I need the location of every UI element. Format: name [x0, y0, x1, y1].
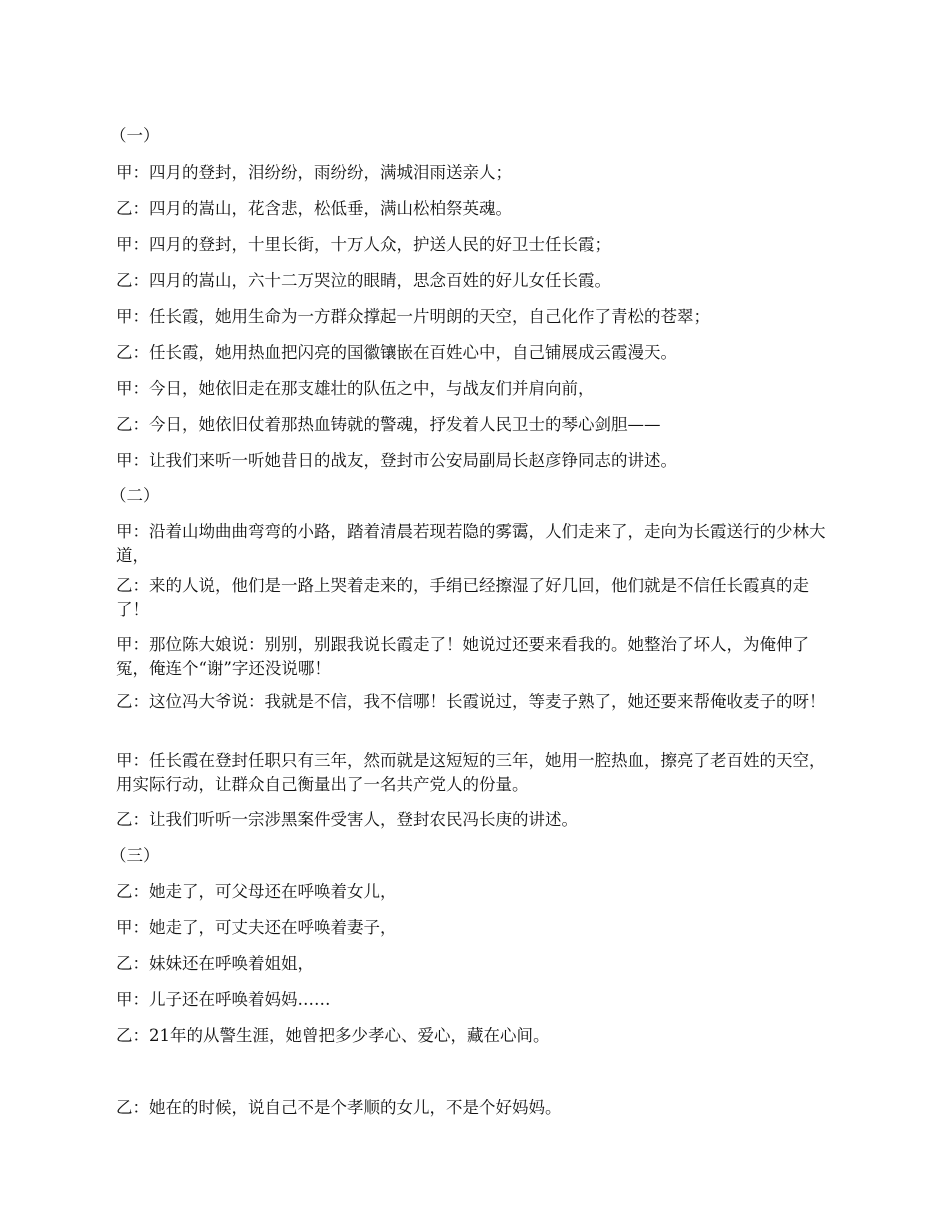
- dialogue-line: 甲：任长霞在登封任职只有三年，然而就是这短短的三年，她用一腔热血，擦亮了老百姓的天空，用实际行动，让群众自己衡量出了一名共产党人的份量。: [116, 751, 826, 794]
- dialogue-line: 甲：四月的登封，泪纷纷，雨纷纷，满城泪雨送亲人；: [116, 163, 512, 182]
- section-heading-1: （一）: [110, 126, 160, 145]
- dialogue-line: 乙：任长霞，她用热血把闪亮的国徽镶嵌在百姓心中，自己铺展成云霞漫天。: [116, 343, 677, 362]
- dialogue-line: 甲：任长霞，她用生命为一方群众撑起一片明朗的天空，自己化作了青松的苍翠；: [116, 307, 710, 326]
- dialogue-line: 乙：21年的从警生涯，她曾把多少孝心、爱心，藏在心间。: [116, 1026, 550, 1045]
- section-heading-3: （三）: [110, 846, 160, 865]
- dialogue-line: 乙：四月的嵩山，六十二万哭泣的眼睛，思念百姓的好儿女任长霞。: [116, 271, 611, 290]
- dialogue-line: 甲：四月的登封，十里长街，十万人众，护送人民的好卫士任长霞；: [116, 235, 611, 254]
- dialogue-line: 甲：今日，她依旧走在那支雄壮的队伍之中，与战友们并肩向前，: [116, 379, 595, 398]
- dialogue-line: 乙：这位冯大爷说：我就是不信，我不信哪！长霞说过，等麦子熟了，她还要来帮俺收麦子的呀！: [116, 692, 826, 711]
- dialogue-line: 乙：来的人说，他们是一路上哭着走来的，手绢已经擦湿了好几回，他们就是不信任长霞真的走了！: [116, 576, 809, 619]
- dialogue-line: 甲：那位陈大娘说：别别，别跟我说长霞走了！她说过还要来看我的。她整治了坏人，为俺伸了冤，俺连个“谢”字还没说哪！: [116, 635, 809, 678]
- dialogue-line: 甲：儿子还在呼唤着妈妈……: [116, 990, 331, 1009]
- dialogue-line: 乙：妹妹还在呼唤着姐姐，: [116, 954, 314, 973]
- dialogue-line: 乙：她在的时候，说自己不是个孝顺的女儿，不是个好妈妈。: [116, 1098, 562, 1117]
- dialogue-line: 乙：今日，她依旧仗着那热血铸就的警魂，抒发着人民卫士的琴心剑胆——: [116, 415, 661, 434]
- dialogue-line: 甲：她走了，可丈夫还在呼唤着妻子，: [116, 918, 397, 937]
- dialogue-line: 甲：沿着山坳曲曲弯弯的小路，踏着清晨若现若隐的雾霭，人们走来了，走向为长霞送行的少林大道，: [116, 522, 826, 565]
- dialogue-line: 乙：她走了，可父母还在呼唤着女儿，: [116, 882, 397, 901]
- dialogue-line: 乙：让我们听听一宗涉黑案件受害人，登封农民冯长庚的讲述。: [116, 810, 578, 829]
- section-heading-2: （二）: [110, 486, 160, 505]
- dialogue-line: 甲：让我们来听一听她昔日的战友，登封市公安局副局长赵彦铮同志的讲述。: [116, 451, 677, 470]
- dialogue-line: 乙：四月的嵩山，花含悲，松低垂，满山松柏祭英魂。: [116, 199, 512, 218]
